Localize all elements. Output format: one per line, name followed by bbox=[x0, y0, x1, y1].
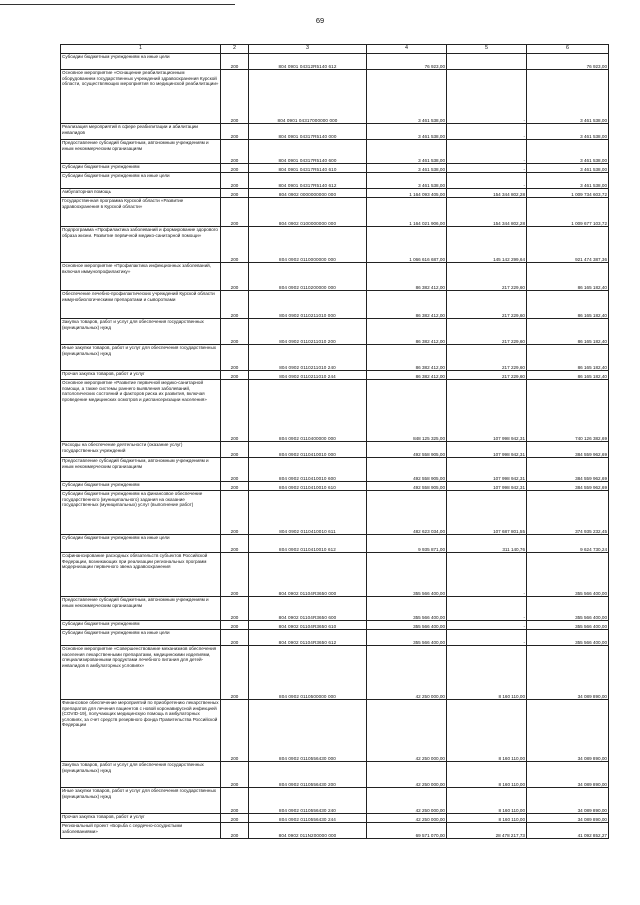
column-header: 2 bbox=[221, 45, 249, 54]
row-approved-amount: 42 250 000,00 bbox=[367, 788, 447, 814]
row-executed-amount: 8 160 110,00 bbox=[447, 788, 527, 814]
column-header: 3 bbox=[249, 45, 367, 54]
row-remaining-amount: 1 009 734 603,72 bbox=[527, 189, 609, 198]
row-approved-amount: 3 461 538,00 bbox=[367, 140, 447, 164]
row-name bbox=[61, 535, 221, 553]
row-budget-code: 804 0902 0110211010 000 bbox=[249, 291, 367, 319]
row-line-code: 200 bbox=[221, 70, 249, 124]
row-executed-amount: 154 344 802,28 bbox=[447, 189, 527, 198]
row-name-text: Субсидии бюджетным учреждениям на иные цели bbox=[62, 173, 170, 178]
row-budget-code: 804 0902 0110211010 240 bbox=[249, 345, 367, 371]
row-name bbox=[61, 227, 221, 263]
row-budget-code: 804 0901 04317R5140 600 bbox=[249, 140, 367, 164]
table-row bbox=[61, 345, 609, 371]
row-name-text: Закупка товаров, работ и услуг для обеспечения государственных (муниципальных) нужд bbox=[62, 319, 204, 330]
row-name bbox=[61, 124, 221, 140]
row-executed-amount: 8 160 110,00 bbox=[447, 700, 527, 762]
table-row bbox=[61, 291, 609, 319]
row-approved-amount: 355 566 400,00 bbox=[367, 621, 447, 630]
table-row bbox=[61, 442, 609, 458]
row-remaining-amount: 384 559 962,69 bbox=[527, 458, 609, 482]
row-approved-amount: 86 382 412,00 bbox=[367, 291, 447, 319]
row-remaining-amount: 76 923,00 bbox=[527, 54, 609, 70]
row-budget-code: 804 0902 0110500000 000 bbox=[249, 646, 367, 700]
row-remaining-amount: 921 474 387,36 bbox=[527, 227, 609, 263]
table-row bbox=[61, 823, 609, 839]
table-row bbox=[61, 263, 609, 291]
row-approved-amount: 9 935 871,00 bbox=[367, 535, 447, 553]
row-executed-amount: - bbox=[447, 124, 527, 140]
row-line-code: 200 bbox=[221, 621, 249, 630]
row-name bbox=[61, 553, 221, 597]
table-row bbox=[61, 597, 609, 621]
row-budget-code: 804 0902 01104R3650 000 bbox=[249, 553, 367, 597]
row-remaining-amount: 355 566 400,00 bbox=[527, 597, 609, 621]
row-name bbox=[61, 621, 221, 630]
row-name bbox=[61, 70, 221, 124]
row-name bbox=[61, 442, 221, 458]
row-line-code: 200 bbox=[221, 124, 249, 140]
row-line-code: 200 bbox=[221, 597, 249, 621]
row-approved-amount: 76 923,00 bbox=[367, 54, 447, 70]
table-row bbox=[61, 164, 609, 173]
table-row bbox=[61, 124, 609, 140]
row-name-text: Финансовое обеспечение мероприятий по приобретению лекарственных препаратов для лечения пациентов с новой коронавирусной инфекцией (COVID-19), получающих медицинскую помощь в амбулаторных условиях, за счет средств резервного фонда Правительства Российской Федерации bbox=[62, 700, 219, 727]
row-line-code: 200 bbox=[221, 319, 249, 345]
row-remaining-amount: 34 089 890,00 bbox=[527, 814, 609, 823]
row-remaining-amount: 3 461 538,00 bbox=[527, 173, 609, 189]
row-name bbox=[61, 371, 221, 380]
row-line-code: 200 bbox=[221, 646, 249, 700]
row-line-code: 200 bbox=[221, 198, 249, 227]
row-name bbox=[61, 319, 221, 345]
row-executed-amount: - bbox=[447, 140, 527, 164]
row-budget-code: 804 0901 04317R5140 000 bbox=[249, 124, 367, 140]
row-approved-amount: 482 623 034,00 bbox=[367, 491, 447, 535]
row-name-text: Предоставление субсидий бюджетным, автономным учреждениям и иным некоммерческим организациям bbox=[62, 140, 209, 151]
row-executed-amount: 154 344 802,28 bbox=[447, 198, 527, 227]
row-executed-amount: 217 229,60 bbox=[447, 319, 527, 345]
row-budget-code: 804 0902 0110410010 610 bbox=[249, 482, 367, 491]
row-approved-amount: 848 125 325,00 bbox=[367, 380, 447, 442]
row-name-text: Основное мероприятие «Оснащение реабилитационным оборудованием государственных учреждений здравоохранения Курской области, осуществляющих мероприятия по медицинской реабилитации» bbox=[62, 70, 219, 86]
row-remaining-amount: 1 009 677 103,72 bbox=[527, 198, 609, 227]
table-row bbox=[61, 380, 609, 442]
row-budget-code: 804 0902 0110410010 611 bbox=[249, 491, 367, 535]
row-budget-code: 804 0902 0110556430 200 bbox=[249, 762, 367, 788]
row-executed-amount: - bbox=[447, 164, 527, 173]
row-name-text: Расходы на обеспечение деятельности (оказание услуг) государственных учреждений bbox=[62, 442, 183, 453]
row-remaining-amount: 86 165 182,40 bbox=[527, 345, 609, 371]
row-budget-code: 804 0902 0110211010 244 bbox=[249, 371, 367, 380]
row-approved-amount: 3 461 538,00 bbox=[367, 70, 447, 124]
row-approved-amount: 355 566 400,00 bbox=[367, 630, 447, 646]
row-name-text: Закупка товаров, работ и услуг для обеспечения государственных (муниципальных) нужд bbox=[62, 762, 204, 773]
row-executed-amount bbox=[447, 54, 527, 70]
row-budget-code: 804 0902 01104R3650 600 bbox=[249, 597, 367, 621]
row-name bbox=[61, 380, 221, 442]
row-line-code: 200 bbox=[221, 630, 249, 646]
row-remaining-amount: 384 559 962,69 bbox=[527, 442, 609, 458]
row-name bbox=[61, 482, 221, 491]
row-name-text: Софинансирование расходных обязательств субъектов Российской Федерации, возникающих при реализации региональных программ модернизации первичного звена здравоохранения bbox=[62, 553, 208, 569]
row-name bbox=[61, 630, 221, 646]
row-name-text: Субсидии бюджетным учреждениям на иные цели bbox=[62, 54, 170, 59]
table-row bbox=[61, 762, 609, 788]
row-line-code: 200 bbox=[221, 345, 249, 371]
row-name-text: Основное мероприятие «Совершенствование механизмов обеспечения населения лекарственными препаратами, медицинскими изделиями, специализированными продуктами лечебного питания для детей-инвалидов в амбулаторных условиях» bbox=[62, 646, 217, 668]
row-budget-code: 804 0902 0110211010 200 bbox=[249, 319, 367, 345]
row-remaining-amount: 740 126 382,69 bbox=[527, 380, 609, 442]
row-name bbox=[61, 597, 221, 621]
column-header: 5 bbox=[447, 45, 527, 54]
row-executed-amount: 107 687 801,55 bbox=[447, 491, 527, 535]
row-line-code: 200 bbox=[221, 814, 249, 823]
table-row bbox=[61, 70, 609, 124]
row-approved-amount: 42 250 000,00 bbox=[367, 762, 447, 788]
row-executed-amount: 217 229,60 bbox=[447, 345, 527, 371]
row-line-code: 200 bbox=[221, 173, 249, 189]
row-executed-amount: 217 229,60 bbox=[447, 263, 527, 291]
row-name bbox=[61, 762, 221, 788]
row-approved-amount: 1 164 093 405,00 bbox=[367, 189, 447, 198]
row-approved-amount: 86 382 412,00 bbox=[367, 345, 447, 371]
table-row bbox=[61, 173, 609, 189]
row-line-code: 200 bbox=[221, 291, 249, 319]
row-name-text: Субсидии бюджетным учреждениям на финансовое обеспечение государственного (муниципального) задания на оказание государственных (муниципальных) услуг (выполнение работ) bbox=[62, 491, 203, 507]
table-row bbox=[61, 491, 609, 535]
row-line-code: 200 bbox=[221, 380, 249, 442]
row-name bbox=[61, 173, 221, 189]
row-executed-amount: 107 998 942,31 bbox=[447, 442, 527, 458]
row-name-text: Обеспечение лечебно-профилактических учреждений Курской области иммунобиологическими препаратами и сыворотками bbox=[62, 291, 215, 302]
row-remaining-amount: 374 935 232,45 bbox=[527, 491, 609, 535]
row-approved-amount: 3 461 538,00 bbox=[367, 164, 447, 173]
row-remaining-amount: 355 566 400,00 bbox=[527, 553, 609, 597]
row-remaining-amount: 34 089 890,00 bbox=[527, 788, 609, 814]
row-budget-code: 804 0902 01104R3650 610 bbox=[249, 621, 367, 630]
budget-table bbox=[60, 44, 609, 839]
row-remaining-amount: 41 092 852,27 bbox=[527, 823, 609, 839]
row-name-text: Предоставление субсидий бюджетным, автономным учреждениям и иным некоммерческим организациям bbox=[62, 458, 209, 469]
table-row bbox=[61, 553, 609, 597]
row-remaining-amount: 34 089 890,00 bbox=[527, 646, 609, 700]
table-row bbox=[61, 371, 609, 380]
table-row bbox=[61, 189, 609, 198]
row-name-text: Иные закупки товаров, работ и услуг для обеспечения государственных (муниципальных) нужд bbox=[62, 345, 217, 356]
row-name-text: Основное мероприятие «Профилактика инфекционных заболеваний, включая иммунопрофилактику» bbox=[62, 263, 211, 274]
row-executed-amount: 8 160 110,00 bbox=[447, 762, 527, 788]
table-row bbox=[61, 227, 609, 263]
row-name-text: Прочая закупка товаров, работ и услуг bbox=[62, 371, 145, 376]
row-executed-amount: - bbox=[447, 70, 527, 124]
row-executed-amount: - bbox=[447, 173, 527, 189]
row-name-text: Государственная программа Курской области «Развитие здравоохранения в Курской области» bbox=[62, 198, 184, 209]
header-rule bbox=[0, 4, 235, 5]
column-header: 1 bbox=[61, 45, 221, 54]
row-budget-code: 804 0902 0110556430 244 bbox=[249, 814, 367, 823]
row-name-text: Предоставление субсидий бюджетным, автономным учреждениям и иным некоммерческим организациям bbox=[62, 597, 209, 608]
row-name-text: Субсидии бюджетным учреждениям на иные цели bbox=[62, 630, 170, 635]
row-budget-code: 804 0901 04317000000 000 bbox=[249, 70, 367, 124]
row-approved-amount: 86 382 412,00 bbox=[367, 319, 447, 345]
row-approved-amount: 69 571 070,00 bbox=[367, 823, 447, 839]
row-line-code: 200 bbox=[221, 823, 249, 839]
row-executed-amount: 145 142 299,64 bbox=[447, 227, 527, 263]
table-row bbox=[61, 54, 609, 70]
row-name bbox=[61, 646, 221, 700]
row-budget-code: 804 0901 04317R5140 612 bbox=[249, 173, 367, 189]
row-approved-amount: 42 250 000,00 bbox=[367, 700, 447, 762]
row-name-text: Региональный проект «Борьба с сердечно-сосудистыми заболеваниями» bbox=[62, 823, 183, 834]
row-executed-amount: 217 229,60 bbox=[447, 291, 527, 319]
table-row bbox=[61, 458, 609, 482]
table-row bbox=[61, 482, 609, 491]
row-line-code: 200 bbox=[221, 762, 249, 788]
row-line-code: 200 bbox=[221, 189, 249, 198]
row-line-code: 200 bbox=[221, 700, 249, 762]
row-approved-amount: 3 461 538,00 bbox=[367, 124, 447, 140]
row-approved-amount: 355 566 400,00 bbox=[367, 597, 447, 621]
row-executed-amount: - bbox=[447, 621, 527, 630]
row-line-code: 200 bbox=[221, 164, 249, 173]
row-approved-amount: 492 558 905,00 bbox=[367, 458, 447, 482]
row-approved-amount: 492 558 905,00 bbox=[367, 442, 447, 458]
row-budget-code: 804 0901 04312R5140 612 bbox=[249, 54, 367, 70]
row-name-text: Субсидии бюджетным учреждениям bbox=[62, 482, 140, 487]
page-number: 69 bbox=[315, 16, 325, 25]
table-row bbox=[61, 646, 609, 700]
row-remaining-amount: 34 089 890,00 bbox=[527, 700, 609, 762]
row-remaining-amount: 9 624 730,24 bbox=[527, 535, 609, 553]
row-line-code: 200 bbox=[221, 482, 249, 491]
row-remaining-amount: 86 165 182,40 bbox=[527, 371, 609, 380]
row-budget-code: 804 0902 0110410010 600 bbox=[249, 458, 367, 482]
row-approved-amount: 355 566 400,00 bbox=[367, 553, 447, 597]
row-name-text: Подпрограмма «Профилактика заболеваний и формирование здорового образа жизни. Развитие первичной медико-санитарной помощи» bbox=[62, 227, 218, 238]
row-budget-code: 804 0902 0110200000 000 bbox=[249, 263, 367, 291]
row-approved-amount: 86 382 412,00 bbox=[367, 371, 447, 380]
row-name bbox=[61, 291, 221, 319]
row-remaining-amount: 3 461 538,00 bbox=[527, 140, 609, 164]
row-budget-code: 804 0902 0110556430 240 bbox=[249, 788, 367, 814]
row-name-text: Основное мероприятие «Развитие первичной медико-санитарной помощи, а также системы раннего выявления заболеваний, патологических состояний и факторов риска их развития, включая проведение медицинских осмотров и диспансеризации населения» bbox=[62, 380, 207, 402]
row-executed-amount: 107 998 942,31 bbox=[447, 380, 527, 442]
row-name-text: Амбулаторная помощь bbox=[62, 189, 111, 194]
row-remaining-amount: 86 165 182,40 bbox=[527, 319, 609, 345]
row-executed-amount: - bbox=[447, 553, 527, 597]
row-remaining-amount: 3 461 538,00 bbox=[527, 124, 609, 140]
row-line-code: 200 bbox=[221, 458, 249, 482]
table-row bbox=[61, 140, 609, 164]
row-approved-amount: 42 250 000,00 bbox=[367, 814, 447, 823]
row-name bbox=[61, 140, 221, 164]
row-budget-code: 804 0902 0110000000 000 bbox=[249, 227, 367, 263]
row-line-code: 200 bbox=[221, 553, 249, 597]
row-name bbox=[61, 263, 221, 291]
row-budget-code: 804 0902 0110556430 000 bbox=[249, 700, 367, 762]
row-budget-code: 804 0902 011N200000 000 bbox=[249, 823, 367, 839]
row-executed-amount: 107 998 942,31 bbox=[447, 458, 527, 482]
row-name bbox=[61, 164, 221, 173]
column-header: 4 bbox=[367, 45, 447, 54]
row-line-code: 200 bbox=[221, 371, 249, 380]
row-line-code: 200 bbox=[221, 491, 249, 535]
row-executed-amount: 311 140,76 bbox=[447, 535, 527, 553]
column-header: 6 bbox=[527, 45, 609, 54]
table-row bbox=[61, 814, 609, 823]
row-budget-code: 804 0901 04317R5140 610 bbox=[249, 164, 367, 173]
row-remaining-amount: 86 165 182,40 bbox=[527, 263, 609, 291]
table-row bbox=[61, 630, 609, 646]
row-budget-code: 804 0902 01104R3650 612 bbox=[249, 630, 367, 646]
row-executed-amount: 217 229,60 bbox=[447, 371, 527, 380]
table-row bbox=[61, 535, 609, 553]
row-line-code: 200 bbox=[221, 788, 249, 814]
row-executed-amount: 8 160 110,00 bbox=[447, 814, 527, 823]
row-name bbox=[61, 788, 221, 814]
table-row bbox=[61, 621, 609, 630]
row-remaining-amount: 355 566 400,00 bbox=[527, 630, 609, 646]
row-remaining-amount: 86 165 182,40 bbox=[527, 291, 609, 319]
row-approved-amount: 42 250 000,00 bbox=[367, 646, 447, 700]
row-name bbox=[61, 823, 221, 839]
table-header-row bbox=[61, 45, 609, 54]
row-name-text: Субсидии бюджетным учреждениям bbox=[62, 164, 140, 169]
row-budget-code: 804 0902 0110410010 000 bbox=[249, 442, 367, 458]
row-budget-code: 804 0902 0000000000 000 bbox=[249, 189, 367, 198]
row-budget-code: 804 0902 0100000000 000 bbox=[249, 198, 367, 227]
row-name bbox=[61, 189, 221, 198]
row-name bbox=[61, 491, 221, 535]
row-line-code: 200 bbox=[221, 263, 249, 291]
row-executed-amount: 28 478 217,73 bbox=[447, 823, 527, 839]
row-remaining-amount: 34 089 890,00 bbox=[527, 762, 609, 788]
row-line-code: 200 bbox=[221, 54, 249, 70]
row-name bbox=[61, 54, 221, 70]
row-line-code: 200 bbox=[221, 227, 249, 263]
table-row bbox=[61, 788, 609, 814]
table-row bbox=[61, 700, 609, 762]
row-name bbox=[61, 198, 221, 227]
row-approved-amount: 3 461 538,00 bbox=[367, 173, 447, 189]
row-name-text: Иные закупки товаров, работ и услуг для обеспечения государственных (муниципальных) нужд bbox=[62, 788, 217, 799]
row-name-text: Субсидии бюджетным учреждениям на иные цели bbox=[62, 535, 170, 540]
row-executed-amount: 107 998 942,31 bbox=[447, 482, 527, 491]
row-approved-amount: 1 066 616 687,00 bbox=[367, 227, 447, 263]
row-approved-amount: 492 558 905,00 bbox=[367, 482, 447, 491]
row-name bbox=[61, 458, 221, 482]
row-line-code: 200 bbox=[221, 442, 249, 458]
row-budget-code: 804 0902 0110410010 612 bbox=[249, 535, 367, 553]
row-name bbox=[61, 814, 221, 823]
row-remaining-amount: 355 566 400,00 bbox=[527, 621, 609, 630]
table-row bbox=[61, 319, 609, 345]
row-name-text: Субсидии бюджетным учреждениям bbox=[62, 621, 140, 626]
table-row bbox=[61, 198, 609, 227]
row-name-text: Реализация мероприятий в сфере реабилитации и абилитации инвалидов bbox=[62, 124, 198, 135]
row-name bbox=[61, 345, 221, 371]
row-executed-amount: - bbox=[447, 597, 527, 621]
row-line-code: 200 bbox=[221, 535, 249, 553]
row-approved-amount: 1 164 021 906,00 bbox=[367, 198, 447, 227]
row-remaining-amount: 384 559 962,69 bbox=[527, 482, 609, 491]
row-budget-code: 804 0902 0110400000 000 bbox=[249, 380, 367, 442]
row-executed-amount: - bbox=[447, 630, 527, 646]
row-line-code: 200 bbox=[221, 140, 249, 164]
row-remaining-amount: 3 461 538,00 bbox=[527, 164, 609, 173]
row-executed-amount: 8 160 110,00 bbox=[447, 646, 527, 700]
row-remaining-amount: 3 461 538,00 bbox=[527, 70, 609, 124]
row-approved-amount: 86 382 412,00 bbox=[367, 263, 447, 291]
row-name-text: Прочая закупка товаров, работ и услуг bbox=[62, 814, 145, 819]
row-name bbox=[61, 700, 221, 762]
